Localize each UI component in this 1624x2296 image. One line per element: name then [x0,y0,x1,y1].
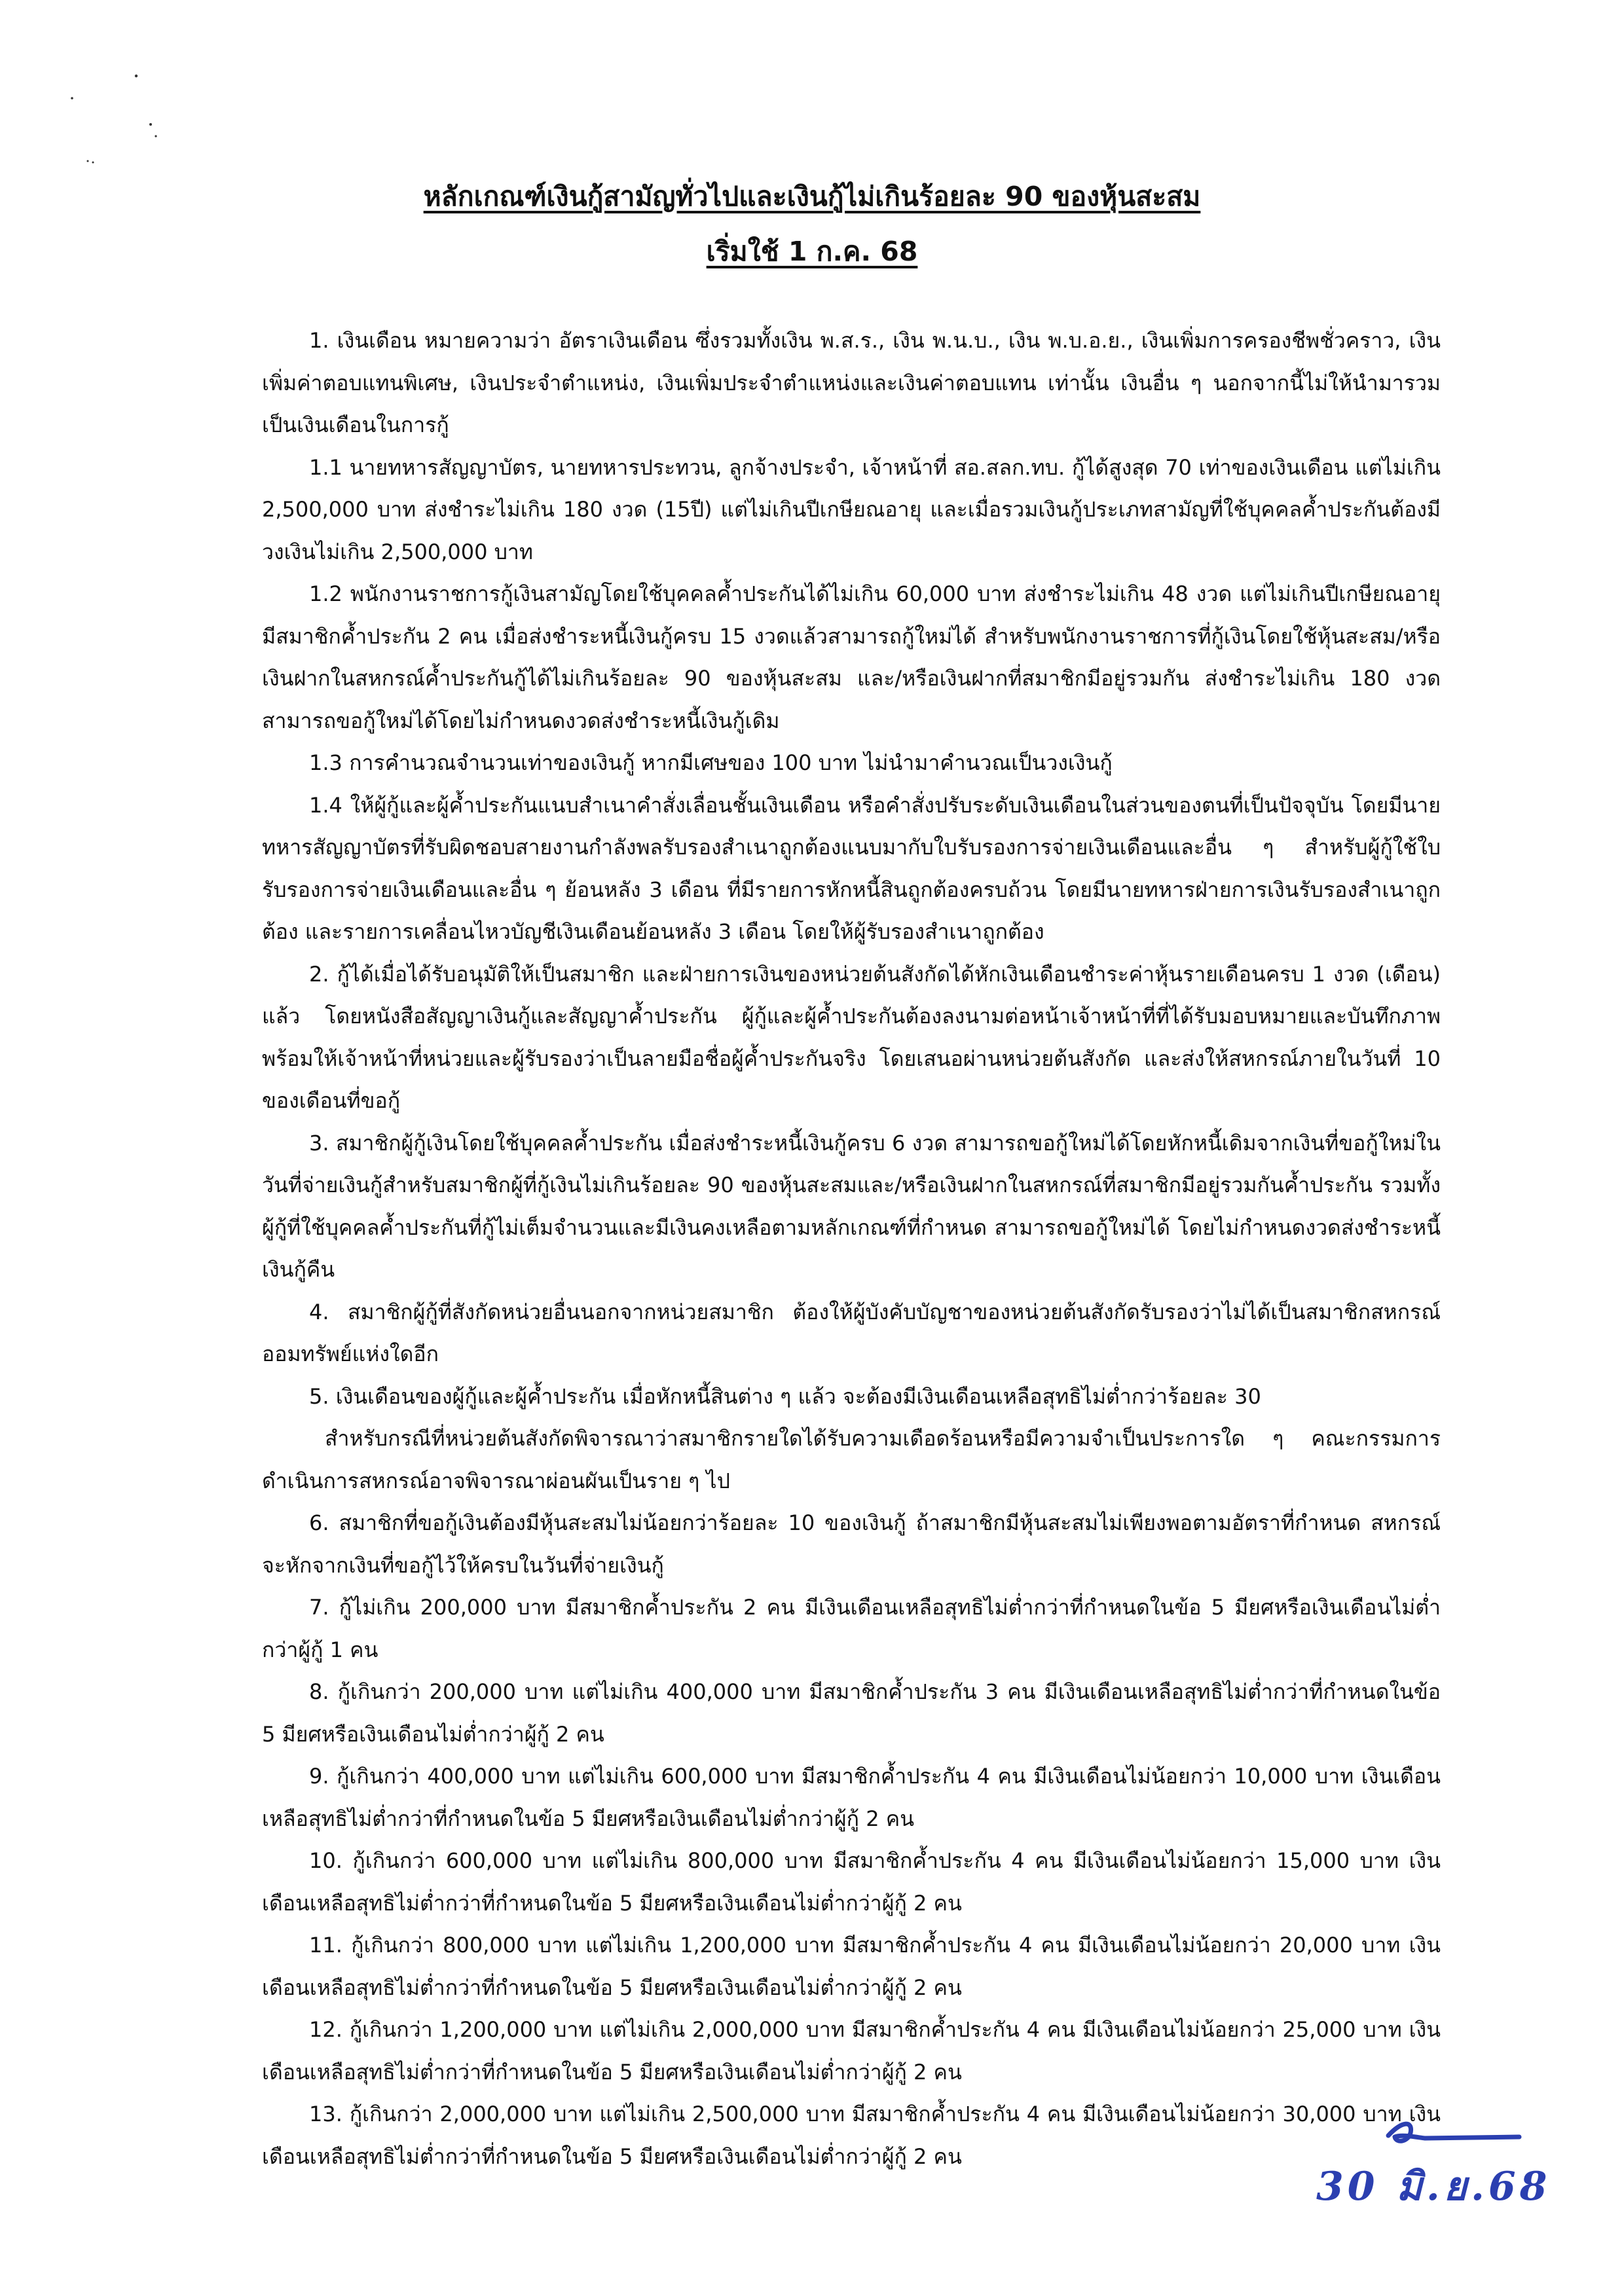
paragraph-2: 2. กู้ได้เมื่อได้รับอนุมัติให้เป็นสมาชิก และฝ่ายการเงินของหน่วยต้นสังกัดได้หักเงินเดือนชำระค่าหุ้นรายเดือนครบ 1 งวด (เดือน) แล้ว โดยหนังสือสัญญาเงินกู้และสัญญาค้ำประกัน ผู้กู้และผู้ค้ำประกันต้องลงนามต่อหน้าเจ้าหน้าที่ที่ได้รับมอบหมายและบันทึกภาพพร้อมให้เจ้าหน้าที่หน่วยและผู้รับรองว่าเป็นลายมือชื่อผู้ค้ำประกันจริง โดยเสนอผ่านหน่วยต้นสังกัด และส่งให้สหกรณ์ภายในวันที่ 10 ของเดือนที่ขอกู้ [262,961,1441,1113]
scan-specks [59,52,190,183]
handwritten-date: 30 มิ.ย.68 [1316,2164,1551,2210]
paragraph-7: 7. กู้ไม่เกิน 200,000 บาท มีสมาชิกค้ำประกัน 2 คน มีเงินเดือนเหลือสุทธิไม่ต่ำกว่าที่กำหนดในข้อ 5 มียศหรือเงินเดือนไม่ต่ำกว่าผู้กู้ 1 คน [262,1595,1441,1662]
document-title: หลักเกณฑ์เงินกู้สามัญทั่วไปและเงินกู้ไม่เกินร้อยละ 90 ของหุ้นสะสม [423,181,1201,212]
paragraph-11: 11. กู้เกินกว่า 800,000 บาท แต่ไม่เกิน 1,200,000 บาท มีสมาชิกค้ำประกัน 4 คน มีเงินเดือนไม่น้อยกว่า 20,000 บาท เงินเดือนเหลือสุทธิไม่ต่ำกว่าที่กำหนดในข้อ 5 มียศหรือเงินเดือนไม่ต่ำกว่าผู้กู้ 2 คน [262,1933,1441,2000]
paragraph-5-note: สำหรับกรณีที่หน่วยต้นสังกัดพิจารณาว่าสมาชิกรายใดได้รับความเดือดร้อนหรือมีความจำเป็นประการใด ๆ คณะกรรมการดำเนินการสหกรณ์อาจพิจารณาผ่อนผันเป็นราย ๆ ไป [262,1426,1441,1493]
paragraph-3: 3. สมาชิกผู้กู้เงินโดยใช้บุคคลค้ำประกัน เมื่อส่งชำระหนี้เงินกู้ครบ 6 งวด สามารถขอกู้ใหม่ได้โดยหักหนี้เดิมจากเงินที่ขอกู้ใหม่ในวันที่จ่ายเงินกู้สำหรับสมาชิกผู้ที่กู้เงินไม่เกินร้อยละ 90 ของหุ้นสะสมและ/หรือเงินฝากในสหกรณ์ที่สมาชิกมีอยู่รวมกันค้ำประกัน รวมทั้งผู้กู้ที่ใช้บุคคลค้ำประกันที่กู้ไม่เต็มจำนวนและมีเงินคงเหลือตามหลักเกณฑ์ที่กำหนด สามารถขอกู้ใหม่ได้ โดยไม่กำหนดงวดส่งชำระหนี้เงินกู้คืน [262,1130,1441,1282]
paragraph-1: 1. เงินเดือน หมายความว่า อัตราเงินเดือน ซึ่งรวมทั้งเงิน พ.ส.ร., เงิน พ.น.บ., เงิน พ.บ.อ.ย., เงินเพิ่มการครองชีพชั่วคราว, เงินเพิ่มค่าตอบแทนพิเศษ, เงินประจำตำแหน่ง, เงินเพิ่มประจำตำแหน่งและเงินค่าตอบแทน เท่านั้น เงินอื่น ๆ นอกจากนี้ไม่ให้นำมารวมเป็นเงินเดือนในการกู้ [262,328,1441,437]
paragraph-4: 4. สมาชิกผู้กู้ที่สังกัดหน่วยอื่นนอกจากหน่วยสมาชิก ต้องให้ผู้บังคับบัญชาของหน่วยต้นสังกัดรับรองว่าไม่ได้เป็นสมาชิกสหกรณ์ออมทรัพย์แห่งใดอีก [262,1299,1441,1366]
paragraph-5: 5. เงินเดือนของผู้กู้และผู้ค้ำประกัน เมื่อหักหนี้สินต่าง ๆ แล้ว จะต้องมีเงินเดือนเหลือสุทธิไม่ต่ำกว่าร้อยละ 30 [309,1383,1261,1409]
paragraph-13: 13. กู้เกินกว่า 2,000,000 บาท แต่ไม่เกิน 2,500,000 บาท มีสมาชิกค้ำประกัน 4 คน มีเงินเดือนไม่น้อยกว่า 30,000 บาท เงินเดือนเหลือสุทธิไม่ต่ำกว่าที่กำหนดในข้อ 5 มียศหรือเงินเดือนไม่ต่ำกว่าผู้กู้ 2 คน [262,2102,1441,2169]
paragraph-12: 12. กู้เกินกว่า 1,200,000 บาท แต่ไม่เกิน 2,000,000 บาท มีสมาชิกค้ำประกัน 4 คน มีเงินเดือนไม่น้อยกว่า 25,000 บาท เงินเดือนเหลือสุทธิไม่ต่ำกว่าที่กำหนดในข้อ 5 มียศหรือเงินเดือนไม่ต่ำกว่าผู้กู้ 2 คน [262,2017,1441,2085]
paragraph-8: 8. กู้เกินกว่า 200,000 บาท แต่ไม่เกิน 400,000 บาท มีสมาชิกค้ำประกัน 3 คน มีเงินเดือนเหลือสุทธิไม่ต่ำกว่าที่กำหนดในข้อ 5 มียศหรือเงินเดือนไม่ต่ำกว่าผู้กู้ 2 คน [262,1679,1441,1747]
document-body [262,319,1441,2178]
paragraph-10: 10. กู้เกินกว่า 600,000 บาท แต่ไม่เกิน 800,000 บาท มีสมาชิกค้ำประกัน 4 คน มีเงินเดือนไม่น้อยกว่า 15,000 บาท เงินเดือนเหลือสุทธิไม่ต่ำกว่าที่กำหนดในข้อ 5 มียศหรือเงินเดือนไม่ต่ำกว่าผู้กู้ 2 คน [262,1848,1441,1916]
paragraph-1-2: 1.2 พนักงานราชการกู้เงินสามัญโดยใช้บุคคลค้ำประกันได้ไม่เกิน 60,000 บาท ส่งชำระไม่เกิน 48 งวด แต่ไม่เกินปีเกษียณอายุ มีสมาชิกค้ำประกัน 2 คน เมื่อส่งชำระหนี้เงินกู้ครบ 15 งวดแล้วสามารถกู้ใหม่ได้ สำหรับพนักงานราชการที่กู้เงินโดยใช้หุ้นสะสม/หรือเงินฝากในสหกรณ์ค้ำประกันกู้ได้ไม่เกินร้อยละ 90 ของหุ้นสะสม และ/หรือเงินฝากที่สมาชิกมีอยู่รวมกัน ส่งชำระไม่เกิน 180 งวด สามารถขอกู้ใหม่ได้โดยไม่กำหนดงวดส่งชำระหนี้เงินกู้เดิม [262,581,1441,733]
effective-date: เริ่มใช้ 1 ก.ค. 68 [706,236,918,267]
paragraph-1-4: 1.4 ให้ผู้กู้และผู้ค้ำประกันแนบสำเนาคำสั่งเลื่อนชั้นเงินเดือน หรือคำสั่งปรับระดับเงินเดือนในส่วนของตนที่เป็นปัจจุบัน โดยมีนายทหารสัญญาบัตรที่รับผิดชอบสายงานกำลังพลรับรองสำเนาถูกต้องแนบมากับใบรับรองการจ่ายเงินเดือนและอื่น ๆ สำหรับผู้กู้ใช้ใบรับรองการจ่ายเงินเดือนและอื่น ๆ ย้อนหลัง 3 เดือน ที่มีรายการหักหนี้สินถูกต้องครบถ้วน โดยมีนายทหารฝ่ายการเงินรับรองสำเนาถูกต้อง และรายการเคลื่อนไหวบัญชีเงินเดือนย้อนหลัง 3 เดือน โดยให้ผู้รับรองสำเนาถูกต้อง [262,792,1441,944]
paragraph-1-3: 1.3 การคำนวณจำนวนเท่าของเงินกู้ หากมีเศษของ 100 บาท ไม่นำมาคำนวณเป็นวงเงินกู้ [309,750,1113,775]
paragraph-1-1: 1.1 นายทหารสัญญาบัตร, นายทหารประทวน, ลูกจ้างประจำ, เจ้าหน้าที่ สอ.สลก.ทบ. กู้ได้สูงสุด 70 เท่าของเงินเดือน แต่ไม่เกิน 2,500,000 บาท ส่งชำระไม่เกิน 180 งวด (15ปี) แต่ไม่เกินปีเกษียณอายุ และเมื่อรวมเงินกู้ประเภทสามัญที่ใช้บุคคลค้ำประกันต้องมีวงเงินไม่เกิน 2,500,000 บาท [262,454,1441,564]
paragraph-6: 6. สมาชิกที่ขอกู้เงินต้องมีหุ้นสะสมไม่น้อยกว่าร้อยละ 10 ของเงินกู้ ถ้าสมาชิกมีหุ้นสะสมไม่เพียงพอตามอัตราที่กำหนด สหกรณ์จะหักจากเงินที่ขอกู้ไว้ให้ครบในวันที่จ่ายเงินกู้ [262,1510,1441,1578]
paragraph-9: 9. กู้เกินกว่า 400,000 บาท แต่ไม่เกิน 600,000 บาท มีสมาชิกค้ำประกัน 4 คน มีเงินเดือนไม่น้อยกว่า 10,000 บาท เงินเดือนเหลือสุทธิไม่ต่ำกว่าที่กำหนดในข้อ 5 มียศหรือเงินเดือนไม่ต่ำกว่าผู้กู้ 2 คน [262,1764,1441,1831]
